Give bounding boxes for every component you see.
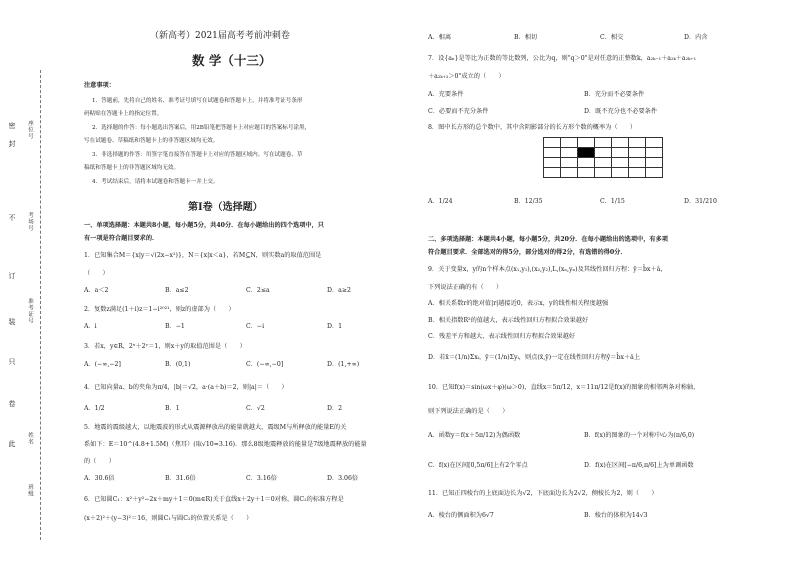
q9-option-a[interactable]: A．相关系数r的绝对值|r|越接近0，表示x，y的线性相关程度越强 (428, 300, 609, 307)
q11-option-b[interactable]: B．棱台的体积为14√3 (584, 512, 648, 519)
q9-option-c[interactable]: C．残差平方和越大，表示线性回归方程拟合效果越好 (428, 333, 576, 340)
q1-option-a[interactable]: A．a＜2 (84, 287, 109, 294)
exam-series-title: （新高考）2021届高考考前冲刺卷 (150, 31, 290, 41)
q10-option-c[interactable]: C．f(x)在区间[0,5π/6]上有2个零点 (428, 462, 528, 469)
notice-line: 码粘贴在答题卡上的指定位置。 (84, 111, 163, 117)
q1-option-d[interactable]: D．a≥2 (327, 287, 351, 294)
q3-option-b[interactable]: B．(0,1) (165, 361, 191, 368)
seal-mark: 只 (8, 358, 16, 366)
q7-option-c[interactable]: C．必要而不充分条件 (428, 108, 489, 115)
exam-subject-title: 数 学（十三） (192, 53, 272, 68)
q11-option-a[interactable]: A．棱台的侧面积为6√7 (428, 512, 494, 519)
notice-line: 4．考试结束后，请将本试题卷和答题卡一并上交。 (92, 179, 219, 185)
q4-option-b[interactable]: B．1 (165, 405, 180, 412)
question-5: 5．地震的震级越大，以地震波的形式从震源释放出的能量就越大，震级M与所释放的能量E的关 (84, 424, 347, 431)
question-9: 9．关于变量x，y的n个样本点(x₁,y₁),(x₂,y₂),L,(xₙ,yₙ)及其线性回归方程：ŷ＝b̂x＋â， (428, 266, 667, 273)
seal-mark: 订 (8, 272, 16, 280)
q1-option-c[interactable]: C．2≤a (246, 287, 270, 294)
q6-option-b[interactable]: B．相切 (514, 34, 538, 41)
question-5-line: 系如下：E＝10^(4.8+1.5M)（焦耳）(取√10≈3.16)．那么8级地震释放的能量是7级地震释放的能量 (84, 441, 367, 448)
part1-title: 第Ⅰ卷（选择题） (188, 202, 263, 213)
question-1-bracket: （ ） (84, 270, 109, 277)
seal-mark: 卷 (8, 400, 16, 408)
seal-mark: 装 (8, 318, 16, 326)
question-11: 11．已知正四棱台的上底面边长为√2，下底面边长为2√2，侧棱长为2，则（ ） (428, 490, 658, 497)
q1-option-b[interactable]: B．a≤2 (165, 287, 189, 294)
q2-option-d[interactable]: D．1 (327, 323, 343, 330)
notice-line: 1．答题前，先将自己的姓名、准考证号填写在试题卷和答题卡上，并将准考证号条形 (92, 98, 303, 104)
notice-line: 写在试题卷、草稿纸和答题卡上的非答题区域均无效。 (84, 138, 219, 144)
seal-mark: 密 (8, 122, 16, 130)
question-10-line: 则下列说法正确的是（ ） (428, 408, 509, 415)
q5-option-c[interactable]: C．3.16倍 (246, 475, 277, 482)
question-5-line: 的（ ） (84, 458, 115, 465)
question-4: 4．已知向量a、b的夹角为π/4，|b|＝√2，a·(a＋b)＝2，则|a|＝（ ） (84, 384, 288, 391)
q3-option-c[interactable]: C．(−∞,−0] (246, 361, 284, 368)
question-8: 8．图中长方形的总个数中，其中含阴影部分的长方形个数的概率为（ ） (428, 124, 637, 131)
notice-line: 3．非选择题的作答：用签字笔直接答在答题卡上对应的答题区域内。写在试题卷、草 (92, 152, 303, 158)
question-3: 3．若x，y∈R，2ˣ＋2ʸ＝1，则x＋y的取值范围是（ ） (84, 343, 246, 350)
q8-option-a[interactable]: A．1/24 (428, 198, 453, 205)
notice-line: 稿纸和答题卡上的非答题区域均无效。 (84, 165, 180, 171)
section1-heading: 有一项是符合题目要求的． (84, 235, 159, 242)
q10-option-d[interactable]: D．f(x)在区间[−π/6,π/6]上为单调函数 (584, 462, 694, 469)
q8-rectangle-grid (543, 137, 663, 178)
q2-option-c[interactable]: C．−i (246, 323, 265, 330)
q5-option-d[interactable]: D．3.06倍 (327, 475, 359, 482)
q6-option-c[interactable]: C．相交 (600, 34, 624, 41)
question-7: 7．设{aₙ}是等比为正数的等比数列，公比为q，则"q＞0"是对任意的正整数k，a₂ₖ₋₁＋a₂ₖ＋a₂ₖ₊₁ (428, 55, 697, 62)
q5-option-a[interactable]: A．30.6倍 (84, 475, 115, 482)
question-6-line: (x＋2)²＋(y−3)²＝16，则圆C₁与圆C₂的位置关系是（ ） (84, 515, 253, 522)
q7-option-b[interactable]: B．充分而不必要条件 (584, 91, 645, 98)
seal-mark: 封 (8, 140, 16, 148)
q9-option-d[interactable]: D．若x̄＝(1/n)Σxᵢ，ȳ＝(1/n)Σyᵢ，则点(x̄,ȳ)一定在线性回归方程ŷ＝b̂x＋â上 (428, 354, 641, 361)
q9-option-b[interactable]: B．相关指数R²的值越大，表示线性回归方程拟合效果越好 (428, 317, 589, 324)
section1-heading: 一、单项选择题：本题共8小题，每小题5分，共40分．在每小题给出的四个选项中，只 (84, 222, 324, 229)
section2-heading: 二、多项选择题：本题共4小题，每小题5分，共20分．在每小题给出的选项中，有多项 (428, 236, 668, 243)
q7-option-a[interactable]: A．充要条件 (428, 91, 464, 98)
q8-option-d[interactable]: D．31/210 (684, 198, 717, 205)
question-6: 6．已知圆C₁：x²＋y²−2x＋my＋1＝0(m∈R)关于直线x＋2y＋1＝0对称，圆C₂的标准方程是 (84, 496, 344, 503)
question-9-line: 下列说法正确的有（ ） (428, 284, 503, 291)
q8-option-b[interactable]: B．12/35 (514, 198, 543, 205)
q8-option-c[interactable]: C．1/15 (600, 198, 625, 205)
q4-option-c[interactable]: C．√2 (246, 405, 265, 412)
question-1: 1．已知集合M＝{x|y＝√(2x−x²)}，N＝{x|x＜a}，若M⊆N，则实数a的取值范围是 (84, 252, 322, 259)
question-7-line: ＋a₂ₖ₊₂＞0"成立的（ ） (428, 73, 505, 80)
q2-option-b[interactable]: B．−1 (165, 323, 185, 330)
class-label: 班级 (27, 484, 33, 497)
admission-number-label: 准考证号 (27, 298, 33, 324)
q8-shaded-cell (578, 148, 595, 158)
question-2: 2．复数z满足(1＋i)z＝1−i²⁰²¹，则z的虚部为（ ） (84, 306, 235, 313)
q3-option-a[interactable]: A．(−∞,−2] (84, 361, 121, 368)
notice-line: 2．选择题的作答：每小题选出答案后，用2B铅笔把答题卡上对应题目的答案标号涂黑， (92, 125, 311, 131)
q10-option-a[interactable]: A．函数y＝f(x＋5π/12)为偶函数 (428, 432, 521, 439)
notice-title: 注意事项： (84, 82, 115, 89)
q5-option-b[interactable]: B．31.6倍 (165, 475, 196, 482)
q4-option-a[interactable]: A．1/2 (84, 405, 105, 412)
section2-heading: 符合题目要求．全部选对的得5分，部分选对的得2分，有选错的得0分． (428, 249, 627, 256)
q6-option-d[interactable]: D．内含 (684, 34, 708, 41)
question-10: 10．已知f(x)＝sin(ωx＋φ)(ω＞0)，直线x＝5π/12，x＝11π/12是f(x)的图象的相邻两条对称轴， (428, 384, 700, 391)
seal-mark: 不 (8, 214, 16, 222)
q2-option-a[interactable]: A．i (84, 323, 97, 330)
exam-room-label: 考场号 (27, 212, 33, 232)
seat-number-label: 座位号 (27, 120, 33, 140)
q3-option-d[interactable]: D．(1,+∞) (327, 361, 360, 368)
q10-option-b[interactable]: B．f(x)的图象的一个对称中心为(π/6,0) (584, 432, 695, 439)
q7-option-d[interactable]: D．既不充分也不必要条件 (584, 108, 658, 115)
q4-option-d[interactable]: D．2 (327, 405, 343, 412)
q6-option-a[interactable]: A．相离 (428, 34, 452, 41)
seal-dashed-line (40, 70, 41, 540)
seal-mark: 此 (8, 440, 16, 448)
name-label: 姓名 (27, 432, 33, 445)
